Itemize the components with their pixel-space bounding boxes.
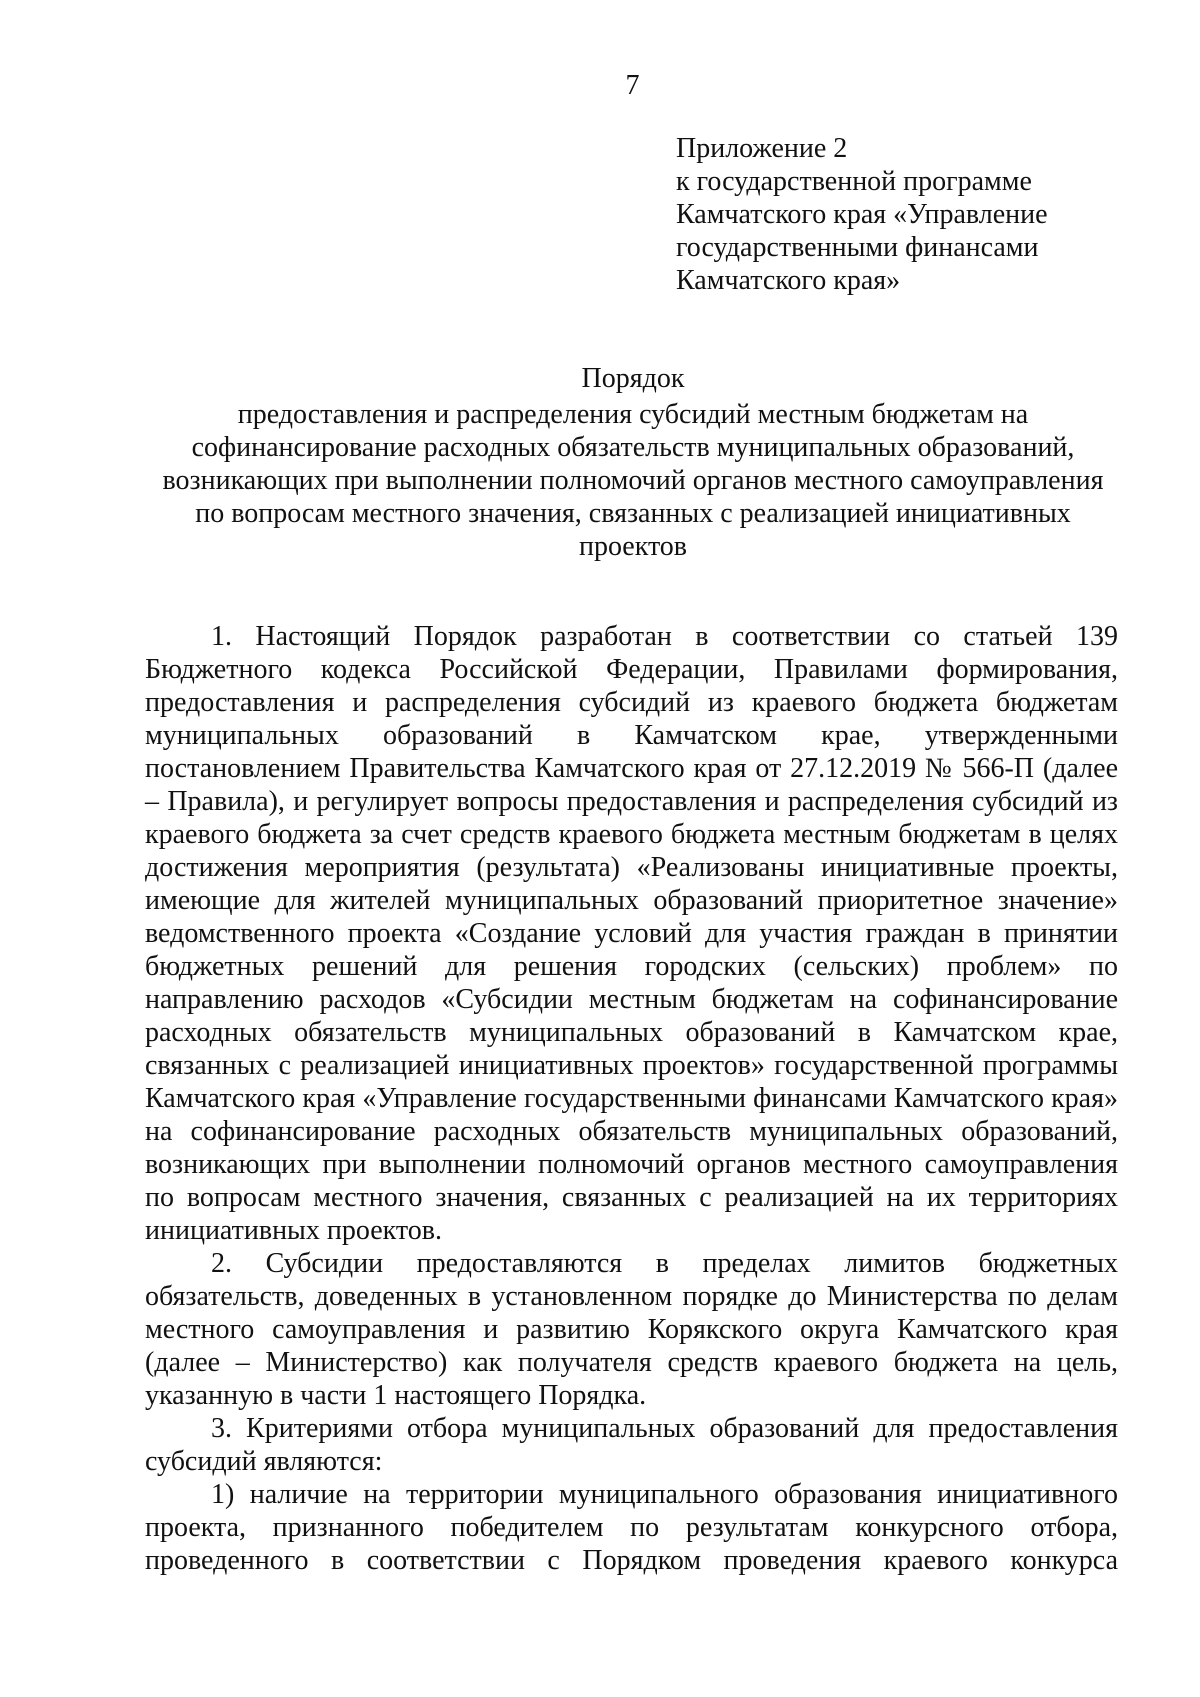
title-subtitle: предоставления и распределения субсидий местным бюджетам на софинансирование расходных обязательств муниципальных образований, возникающих при выполнении полномочий органов местного самоуправления по вопросам местного значения, связанных с реализацией инициативных проектов	[162, 399, 1104, 562]
title-heading: Порядок	[581, 363, 685, 394]
appendix-line: Приложение 2	[676, 133, 848, 164]
appendix-line: Камчатского края «Управление	[676, 199, 1048, 230]
appendix-line: Камчатского края»	[676, 265, 901, 296]
paragraph: 3. Критериями отбора муниципальных образований для предоставления субсидий являются:	[145, 1413, 1118, 1477]
document-body	[145, 620, 1118, 1577]
appendix-line: государственными финансами	[676, 232, 1039, 263]
document-title	[148, 362, 1118, 563]
appendix-line: к государственной программе	[676, 166, 1032, 197]
paragraph: 1) наличие на территории муниципального образования инициативного проекта, признанного победителем по результатам конкурсного отбора, проведенного в соответствии с Порядком проведения краевого конкурса	[145, 1479, 1118, 1576]
paragraph: 1. Настоящий Порядок разработан в соответствии со статьей 139 Бюджетного кодекса Российской Федерации, Правилами формирования, предоставления и распределения субсидий из краевого бюджета бюджетам муниципальных образований в Камчатском крае, утвержденными постановлением Правительства Камчатского края от 27.12.2019 № 566-П (далее – Правила), и регулирует вопросы предоставления и распределения субсидий из краевого бюджета за счет средств краевого бюджета местным бюджетам в целях достижения мероприятия (результата) «Реализованы инициативные проекты, имеющие для жителей муниципальных образований приоритетное значение» ведомственного проекта «Создание условий для участия граждан в принятии бюджетных решений для решения городских (сельских) проблем» по направлению расходов «Субсидии местным бюджетам на софинансирование расходных обязательств муниципальных образований в Камчатском крае, связанных с реализацией инициативных проектов» государственной программы Камчатского края «Управление государственными финансами Камчатского края» на софинансирование расходных обязательств муниципальных образований, возникающих при выполнении полномочий органов местного самоуправления по вопросам местного значения, связанных с реализацией на их территориях инициативных проектов.	[145, 621, 1118, 1246]
paragraph: 2. Субсидии предоставляются в пределах лимитов бюджетных обязательств, доведенных в установленном порядке до Министерства по делам местного самоуправления и развитию Корякского округа Камчатского края (далее – Министерство) как получателя средств краевого бюджета на цель, указанную в части 1 настоящего Порядка.	[145, 1248, 1118, 1411]
page-number: 7	[625, 70, 640, 101]
appendix-reference	[676, 132, 1116, 297]
